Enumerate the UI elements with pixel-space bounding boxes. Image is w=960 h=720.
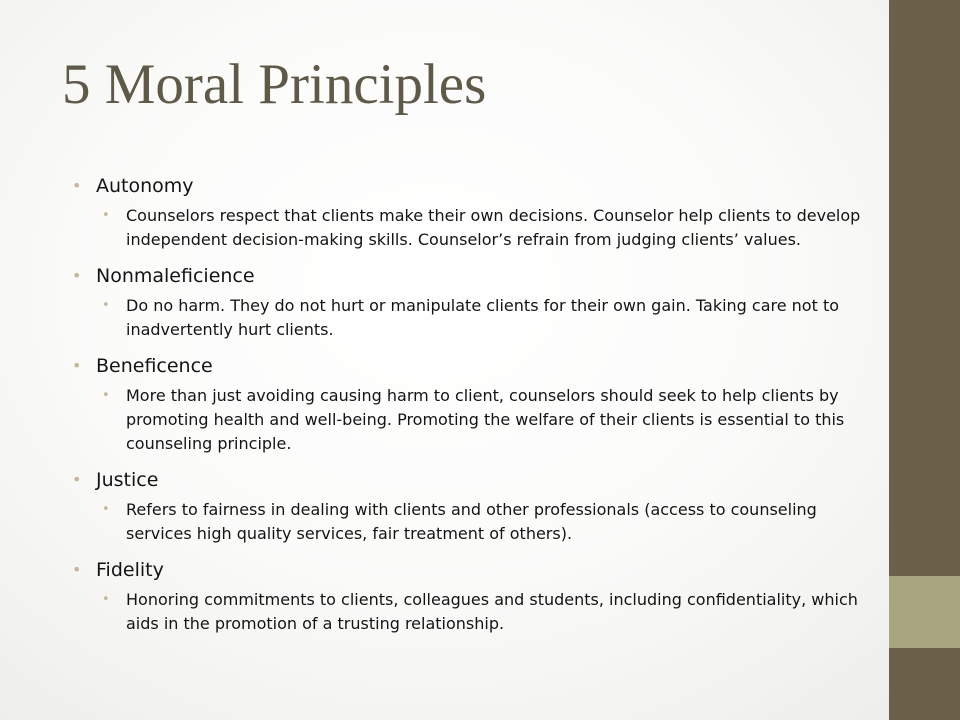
decorative-sidebar <box>889 0 960 720</box>
bullet-icon: • <box>72 470 82 489</box>
slide-title: 5 Moral Principles <box>62 53 487 116</box>
sub-bullet-icon: • <box>102 208 110 223</box>
sub-bullet-icon: • <box>102 388 110 403</box>
principle-description-text: Refers to fairness in dealing with clients and other professionals (access to counseling services high quality services, fair treatment of others). <box>126 500 817 543</box>
principle-description-text: More than just avoiding causing harm to client, counselors should seek to help clients by promoting health and well-being. Promoting the welfare of their clients is essential to this counseling principle. <box>126 386 845 453</box>
principle-name: Autonomy <box>96 175 194 197</box>
principle-description <box>102 588 872 636</box>
principle-name: Fidelity <box>96 559 164 581</box>
principle-description-text: Counselors respect that clients make their own decisions. Counselor help clients to develop independent decision-making skills. Counselor’s refrain from judging clients’ values. <box>126 206 861 249</box>
principles-list <box>72 172 872 646</box>
principle-heading <box>72 556 872 584</box>
principle-description-text: Honoring commitments to clients, colleagues and students, including confidentiality, which aids in the promotion of a trusting relationship. <box>126 590 858 633</box>
sub-bullet-icon: • <box>102 592 110 607</box>
sub-bullet-icon: • <box>102 298 110 313</box>
principle-item <box>72 466 872 546</box>
principle-description <box>102 498 872 546</box>
bullet-icon: • <box>72 266 82 285</box>
principle-heading <box>72 262 872 290</box>
principle-item <box>72 352 872 456</box>
sidebar-accent-block <box>889 576 960 648</box>
bullet-icon: • <box>72 560 82 579</box>
principle-name: Beneficence <box>96 355 213 377</box>
principle-name: Nonmaleficience <box>96 265 255 287</box>
principle-description <box>102 204 872 252</box>
principle-description <box>102 294 872 342</box>
bullet-icon: • <box>72 176 82 195</box>
principle-item <box>72 556 872 636</box>
principle-heading <box>72 466 872 494</box>
principle-name: Justice <box>96 469 159 491</box>
principle-item <box>72 172 872 252</box>
bullet-icon: • <box>72 356 82 375</box>
principle-description <box>102 384 872 456</box>
principle-heading <box>72 172 872 200</box>
principle-heading <box>72 352 872 380</box>
principle-description-text: Do no harm. They do not hurt or manipulate clients for their own gain. Taking care not to inadvertently hurt clients. <box>126 296 840 339</box>
sub-bullet-icon: • <box>102 502 110 517</box>
principle-item <box>72 262 872 342</box>
